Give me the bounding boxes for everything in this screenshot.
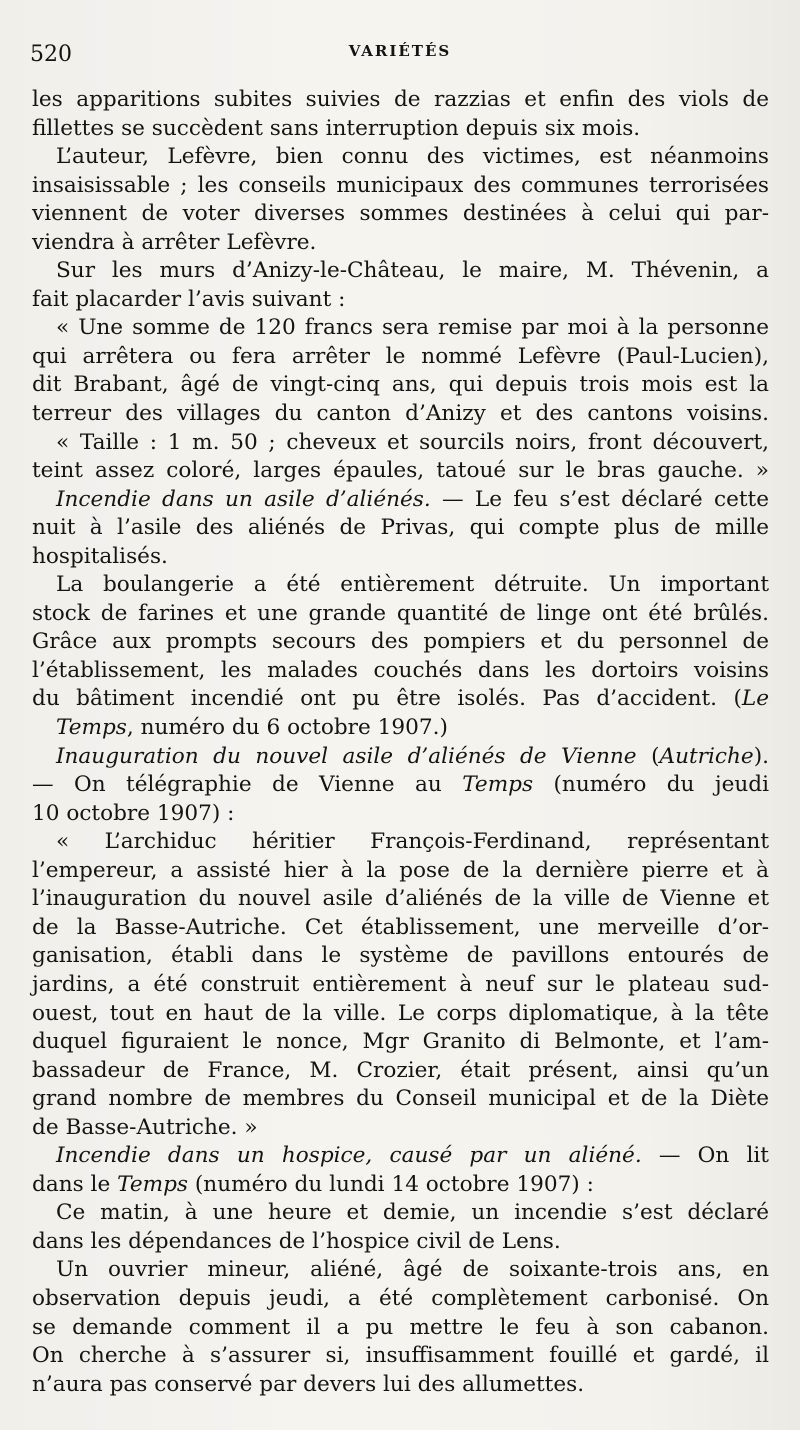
- text-line: l’établissement, les malades couchés dans les dortoirs voisins: [32, 657, 769, 683]
- text-line: « Une somme de 120 francs sera remise par moi à la personne: [56, 315, 769, 341]
- text-line: stock de farines et une grande quantité de linge ont été brûlés.: [32, 600, 769, 626]
- text-fragment: — On lit: [641, 1143, 769, 1169]
- page-number: 520: [30, 42, 72, 67]
- text-fragment: — On télégraphie de Vienne au: [32, 772, 463, 798]
- paragraph-4: [32, 314, 769, 428]
- text-line: Grâce aux prompts secours des pompiers et du personnel de: [32, 629, 769, 655]
- paragraph-3: [32, 257, 769, 314]
- text-fragment: dans le: [32, 1171, 118, 1197]
- text-line: l’inauguration du nouvel asile d’aliénés de la ville de Vienne et: [32, 886, 769, 912]
- text-line: ouest, tout en haut de la ville. Le corps diplomatique, à la tête: [32, 1000, 769, 1026]
- text-line: les apparitions subites suivies de razzias et enfin des viols de: [32, 87, 769, 112]
- text-line: On cherche à s’assurer si, insuffisamment fouillé et gardé, il: [32, 1343, 769, 1369]
- text-line: duquel figuraient le nonce, Mgr Granito di Belmonte, et l’am-: [32, 1029, 769, 1055]
- text-fragment: (numéro du jeudi: [533, 772, 769, 798]
- text-line: [32, 685, 769, 714]
- text-line: observation depuis jeudi, a été complètement carbonisé. On: [32, 1285, 769, 1311]
- text-line: Ce matin, à une heure et demie, un incendie s’est déclaré: [56, 1200, 769, 1226]
- text-line: [32, 743, 769, 772]
- text-line: [32, 771, 769, 800]
- text-line: Sur les murs d’Anizy-le-Château, le maire, M. Thévenin, a: [56, 258, 769, 284]
- text-line: [32, 1171, 769, 1200]
- body-text: [32, 86, 769, 1399]
- text-line: Un ouvrier mineur, aliéné, âgé de soixante-trois ans, en: [56, 1257, 769, 1283]
- text-fragment: ).: [753, 743, 769, 769]
- section-title: Incendie dans un asile d’aliénés.: [56, 486, 431, 512]
- text-line: qui arrêtera ou fera arrêter le nommé Lefèvre (Paul-Lucien),: [32, 343, 769, 369]
- text-fragment: — Le feu s’est déclaré cette: [430, 486, 769, 512]
- paragraph-8: [32, 743, 769, 829]
- paragraph-9: [32, 828, 769, 1142]
- text-line: viendra à arrêter Lefèvre.: [32, 229, 317, 255]
- page-header: [30, 40, 770, 80]
- text-line: [32, 486, 769, 515]
- text-fragment: , numéro du 6 octobre 1907.): [126, 715, 448, 741]
- text-fragment: (numéro du lundi 14 octobre 1907) :: [188, 1171, 594, 1197]
- paragraph-5: [32, 429, 769, 486]
- section-title-place: Autriche: [659, 743, 754, 769]
- text-fragment: du bâtiment incendié ont pu être isolés. Pas d’accident. (: [32, 686, 742, 712]
- section-title: Incendie dans un hospice, causé par un aliéné.: [56, 1143, 642, 1169]
- paragraph-1: [32, 86, 769, 143]
- text-line: ganisation, établi dans le système de pavillons entourés de: [32, 943, 769, 969]
- text-line: teint assez coloré, larges épaules, tatoué sur le bras gauche. »: [32, 458, 769, 484]
- text-line: fillettes se succèdent sans interruption depuis six mois.: [32, 115, 641, 141]
- paragraph-10: [32, 1142, 769, 1199]
- source-title: Temps: [462, 772, 534, 798]
- text-line: de Basse-Autriche. »: [32, 1114, 258, 1140]
- text-line: n’aura pas conservé par devers lui des allumettes.: [32, 1371, 585, 1397]
- text-line: L’auteur, Lefèvre, bien connu des victimes, est néanmoins: [56, 144, 769, 170]
- text-line: viennent de voter diverses sommes destinées à celui qui par-: [32, 201, 769, 227]
- text-line: hospitalisés.: [32, 543, 168, 569]
- text-line: l’empereur, a assisté hier à la pose de la dernière pierre et à: [32, 857, 769, 883]
- source-title: Le: [741, 686, 769, 712]
- section-title: Inauguration du nouvel asile d’aliénés de Vienne: [56, 743, 637, 769]
- text-line: terreur des villages du canton d’Anizy et des cantons voisins.: [32, 401, 769, 427]
- text-line: se demande comment il a pu mettre le feu à son cabanon.: [32, 1314, 769, 1340]
- running-head: VARIÉTÉS: [348, 42, 452, 60]
- text-line: [32, 1142, 769, 1171]
- text-line: jardins, a été construit entièrement à neuf sur le plateau sud-: [32, 971, 769, 997]
- paragraph-11: [32, 1199, 769, 1256]
- text-line: La boulangerie a été entièrement détruite. Un important: [56, 572, 769, 598]
- text-line: [32, 714, 769, 743]
- text-line: nuit à l’asile des aliénés de Privas, qui compte plus de mille: [32, 515, 769, 541]
- paragraph-7: [32, 571, 769, 742]
- text-line: insaisissable ; les conseils municipaux des communes terrorisées: [32, 172, 769, 198]
- text-line: de la Basse-Autriche. Cet établissement, une merveille d’or-: [32, 914, 769, 940]
- text-line: grand nombre de membres du Conseil municipal et de la Diète: [32, 1086, 769, 1112]
- text-line: fait placarder l’avis suivant :: [32, 286, 346, 312]
- paragraph-12: [32, 1256, 769, 1399]
- text-fragment: (: [636, 743, 660, 769]
- text-line: dans les dépendances de l’hospice civil de Lens.: [32, 1228, 561, 1254]
- text-line: « L’archiduc héritier François-Ferdinand, représentant: [56, 829, 769, 855]
- text-line: 10 octobre 1907) :: [32, 800, 235, 826]
- text-line: dit Brabant, âgé de vingt-cinq ans, qui depuis trois mois est la: [32, 372, 769, 398]
- paragraph-6: [32, 486, 769, 572]
- source-title: Temps: [56, 715, 127, 741]
- source-title: Temps: [117, 1171, 188, 1197]
- text-line: bassadeur de France, M. Crozier, était présent, ainsi qu’un: [32, 1057, 769, 1083]
- text-line: « Taille : 1 m. 50 ; cheveux et sourcils noirs, front découvert,: [56, 429, 769, 455]
- paragraph-2: [32, 143, 769, 257]
